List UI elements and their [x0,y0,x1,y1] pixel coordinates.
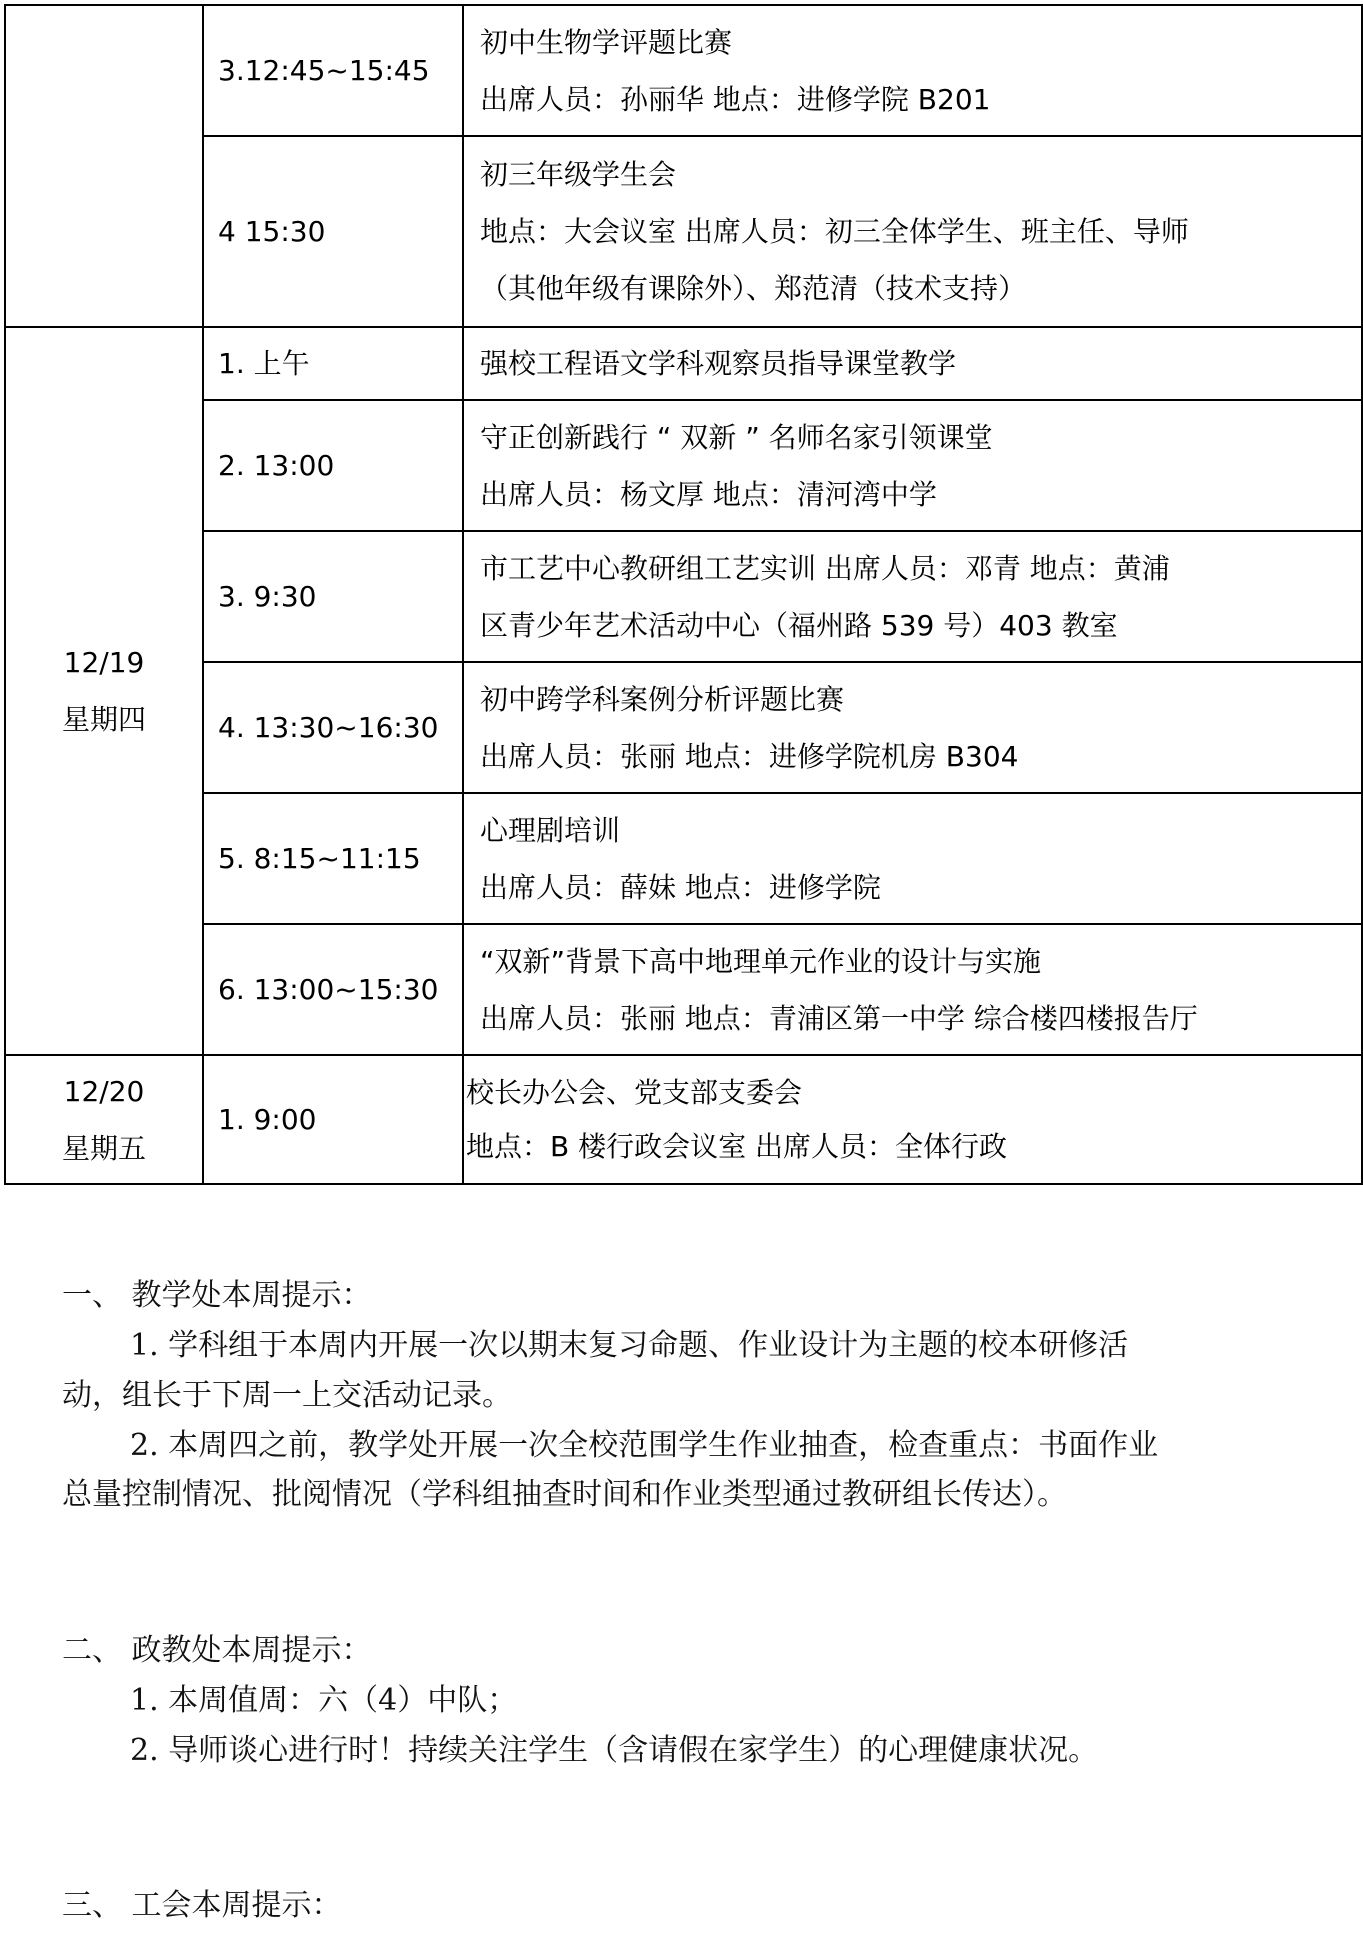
activity-line: 出席人员：张丽 地点：青浦区第一中学 综合楼四楼报告厅 [480,1001,1198,1035]
teaching-note-2: 2. 本周四之前，教学处开展一次全校范围学生作业抽查，检查重点：书面作业 [130,1428,1159,1463]
schedule-table [4,4,1363,1185]
activity-cell [463,327,1362,400]
activity-line: 初三年级学生会 [480,158,677,191]
table-row [5,327,1362,400]
activity-line: “双新”背景下高中地理单元作业的设计与实施 [480,944,1042,978]
time-cell: 3. 9:30 [203,531,463,662]
day-cell [5,327,203,1055]
table-row [5,924,1362,1055]
teaching-note-2-cont: 总量控制情况、批阅情况（学科组抽查时间和作业类型通过教研组长传达）。 [62,1477,1067,1512]
activity-line: （其他年级有课除外）、郑范清（技术支持） [480,272,1027,305]
political-note-2: 2. 导师谈心进行时！持续关注学生（含请假在家学生）的心理健康状况。 [130,1733,1099,1768]
time-cell: 5. 8:15~11:15 [203,793,463,924]
teaching-note-1-cont: 动，组长于下周一上交活动记录。 [62,1378,512,1413]
activity-cell [463,793,1362,924]
time-cell: 2. 13:00 [203,400,463,531]
activity-cell [463,1055,1362,1184]
activity-line: 校长办公会、党支部支委会 [466,1075,803,1109]
day-cell [5,1055,203,1184]
time-cell: 1. 9:00 [203,1055,463,1184]
activity-line: 守正创新践行 “ 双新 ” 名师名家引领课堂 [480,420,993,454]
day-date: 12/19 [63,646,145,679]
time-cell: 4 15:30 [203,136,463,327]
union-notes-heading: 三、 工会本周提示： [62,1888,342,1923]
activity-line: 初中跨学科案例分析评题比赛 [480,682,845,716]
activity-line: 市工艺中心教研组工艺实训 出席人员：邓青 地点：黄浦 [480,551,1170,585]
activity-line: 初中生物学评题比赛 [480,25,733,59]
day-weekday: 星期四 [61,703,146,736]
political-note-1: 1. 本周值周：六（4）中队； [130,1683,518,1718]
activity-line: 强校工程语文学科观察员指导课堂教学 [480,347,957,380]
activity-line: 地点：大会议室 出席人员：初三全体学生、班主任、导师 [480,215,1189,248]
table-row [5,793,1362,924]
time-cell: 3.12:45~15:45 [203,5,463,136]
table-row [5,1055,1362,1184]
activity-line: 出席人员：薛妹 地点：进修学院 [480,870,881,904]
activity-line: 出席人员：杨文厚 地点：清河湾中学 [480,477,937,511]
table-row [5,5,1362,136]
activity-cell [463,5,1362,136]
time-cell: 6. 13:00~15:30 [203,924,463,1055]
table-row [5,531,1362,662]
day-cell-empty [5,5,203,327]
table-row [5,136,1362,327]
activity-line: 出席人员：张丽 地点：进修学院机房 B304 [480,739,1019,773]
day-date: 12/20 [63,1074,145,1108]
political-notes-heading: 二、 政教处本周提示： [62,1633,372,1668]
day-weekday: 星期五 [61,1131,146,1165]
activity-cell [463,662,1362,793]
activity-cell [463,924,1362,1055]
teaching-note-1: 1. 学科组于本周内开展一次以期末复习命题、作业设计为主题的校本研修活 [130,1328,1129,1363]
activity-cell [463,400,1362,531]
time-cell: 4. 13:30~16:30 [203,662,463,793]
time-cell: 1. 上午 [203,327,463,400]
activity-line: 区青少年艺术活动中心（福州路 539 号）403 教室 [480,608,1118,642]
teaching-notes-heading: 一、 教学处本周提示： [62,1278,372,1313]
activity-line: 出席人员：孙丽华 地点：进修学院 B201 [480,82,991,116]
activity-cell [463,531,1362,662]
table-row [5,662,1362,793]
activity-line: 心理剧培训 [480,813,621,847]
table-row [5,400,1362,531]
activity-line: 地点：B 楼行政会议室 出席人员：全体行政 [466,1129,1008,1163]
activity-cell [463,136,1362,327]
